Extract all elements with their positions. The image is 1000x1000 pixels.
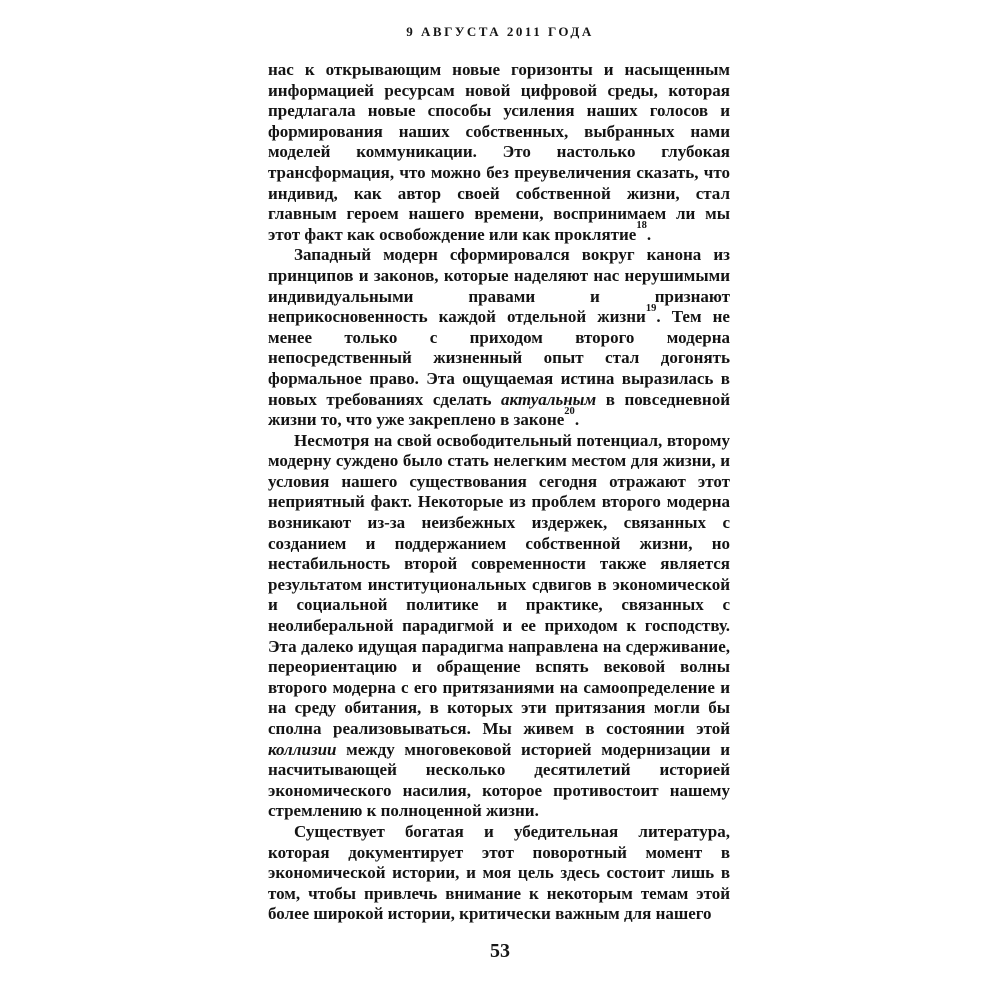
body-text: нас к открывающим новые горизонты и насыщенным информацией ресурсам новой цифровой среды, которая предлагала новые способы усиления наших голосов и формирования наших собственных, выбранных нами моделей коммуникации. Это настолько глубокая трансформация, что можно без преувеличения сказать, что индивид, как автор своей собственной жизни, стал главным героем нашего времени, воспринимаем ли мы этот факт как освобождение или как проклятие [268, 60, 730, 244]
paragraph [268, 431, 730, 822]
text-block [268, 60, 730, 925]
emphasized-text: коллизии [268, 739, 337, 759]
emphasized-text: актуальным [501, 389, 597, 409]
body-text: Западный модерн сформировался вокруг канона из принципов и законов, которые наделяют нас нерушимыми индивидуальными правами и признают неприкосновенность каждой отдельной жизни [268, 245, 730, 327]
paragraph [268, 822, 730, 925]
body-text: между многовековой историей модернизации и насчитывающей несколько десятилетий историей экономического насилия, которое противостоит нашему стремлению к полноценной жизни. [268, 739, 730, 821]
body-text: . Тем не менее только с приходом второго модерна непосредственный жизненный опыт стал догонять формальное право. Эта ощущаемая истина выразилась в новых требованиях сделать [268, 307, 730, 409]
body-text: Существует богатая и убедительная литература, которая документирует этот поворотный момент в экономической истории, и моя цель здесь состоит лишь в том, чтобы привлечь внимание к некоторым темам этой более широкой истории, критически важным для нашего [268, 821, 730, 924]
footnote-ref: 19 [645, 302, 657, 314]
body-text: . [646, 224, 652, 244]
running-header: 9 АВГУСТА 2011 ГОДА [406, 24, 594, 39]
footnote-ref: 18 [636, 220, 647, 232]
body-text: в повседневной жизни то, что уже закреплено в законе [268, 389, 730, 430]
body-text: Несмотря на свой освободительный потенциал, второму модерну суждено было стать нелегким местом для жизни, и условия нашего существования сегодня отражают этот неприятный факт. Некоторые из проблем второго модерна возникают из-за неизбежных издержек, связанных с созданием и поддержанием собственной жизни, но нестабильность второй современности также является результатом институциональных сдвигов в экономической и социальной политике и практике, связанных с неолиберальной парадигмой и ее приходом к господству. Эта далеко идущая парадигма направлена на сдерживание, переориентацию и обращение вспять вековой волны второго модерна с его притязаниями на самоопределение и на среду обитания, в которых эти притязания могли бы сполна реализовываться. Мы живем в состоянии этой [268, 430, 730, 738]
paragraph [268, 245, 730, 430]
body-text: . [574, 410, 580, 430]
page-number: 53 [490, 940, 510, 962]
paragraph [268, 60, 730, 245]
footnote-ref: 20 [564, 405, 575, 417]
